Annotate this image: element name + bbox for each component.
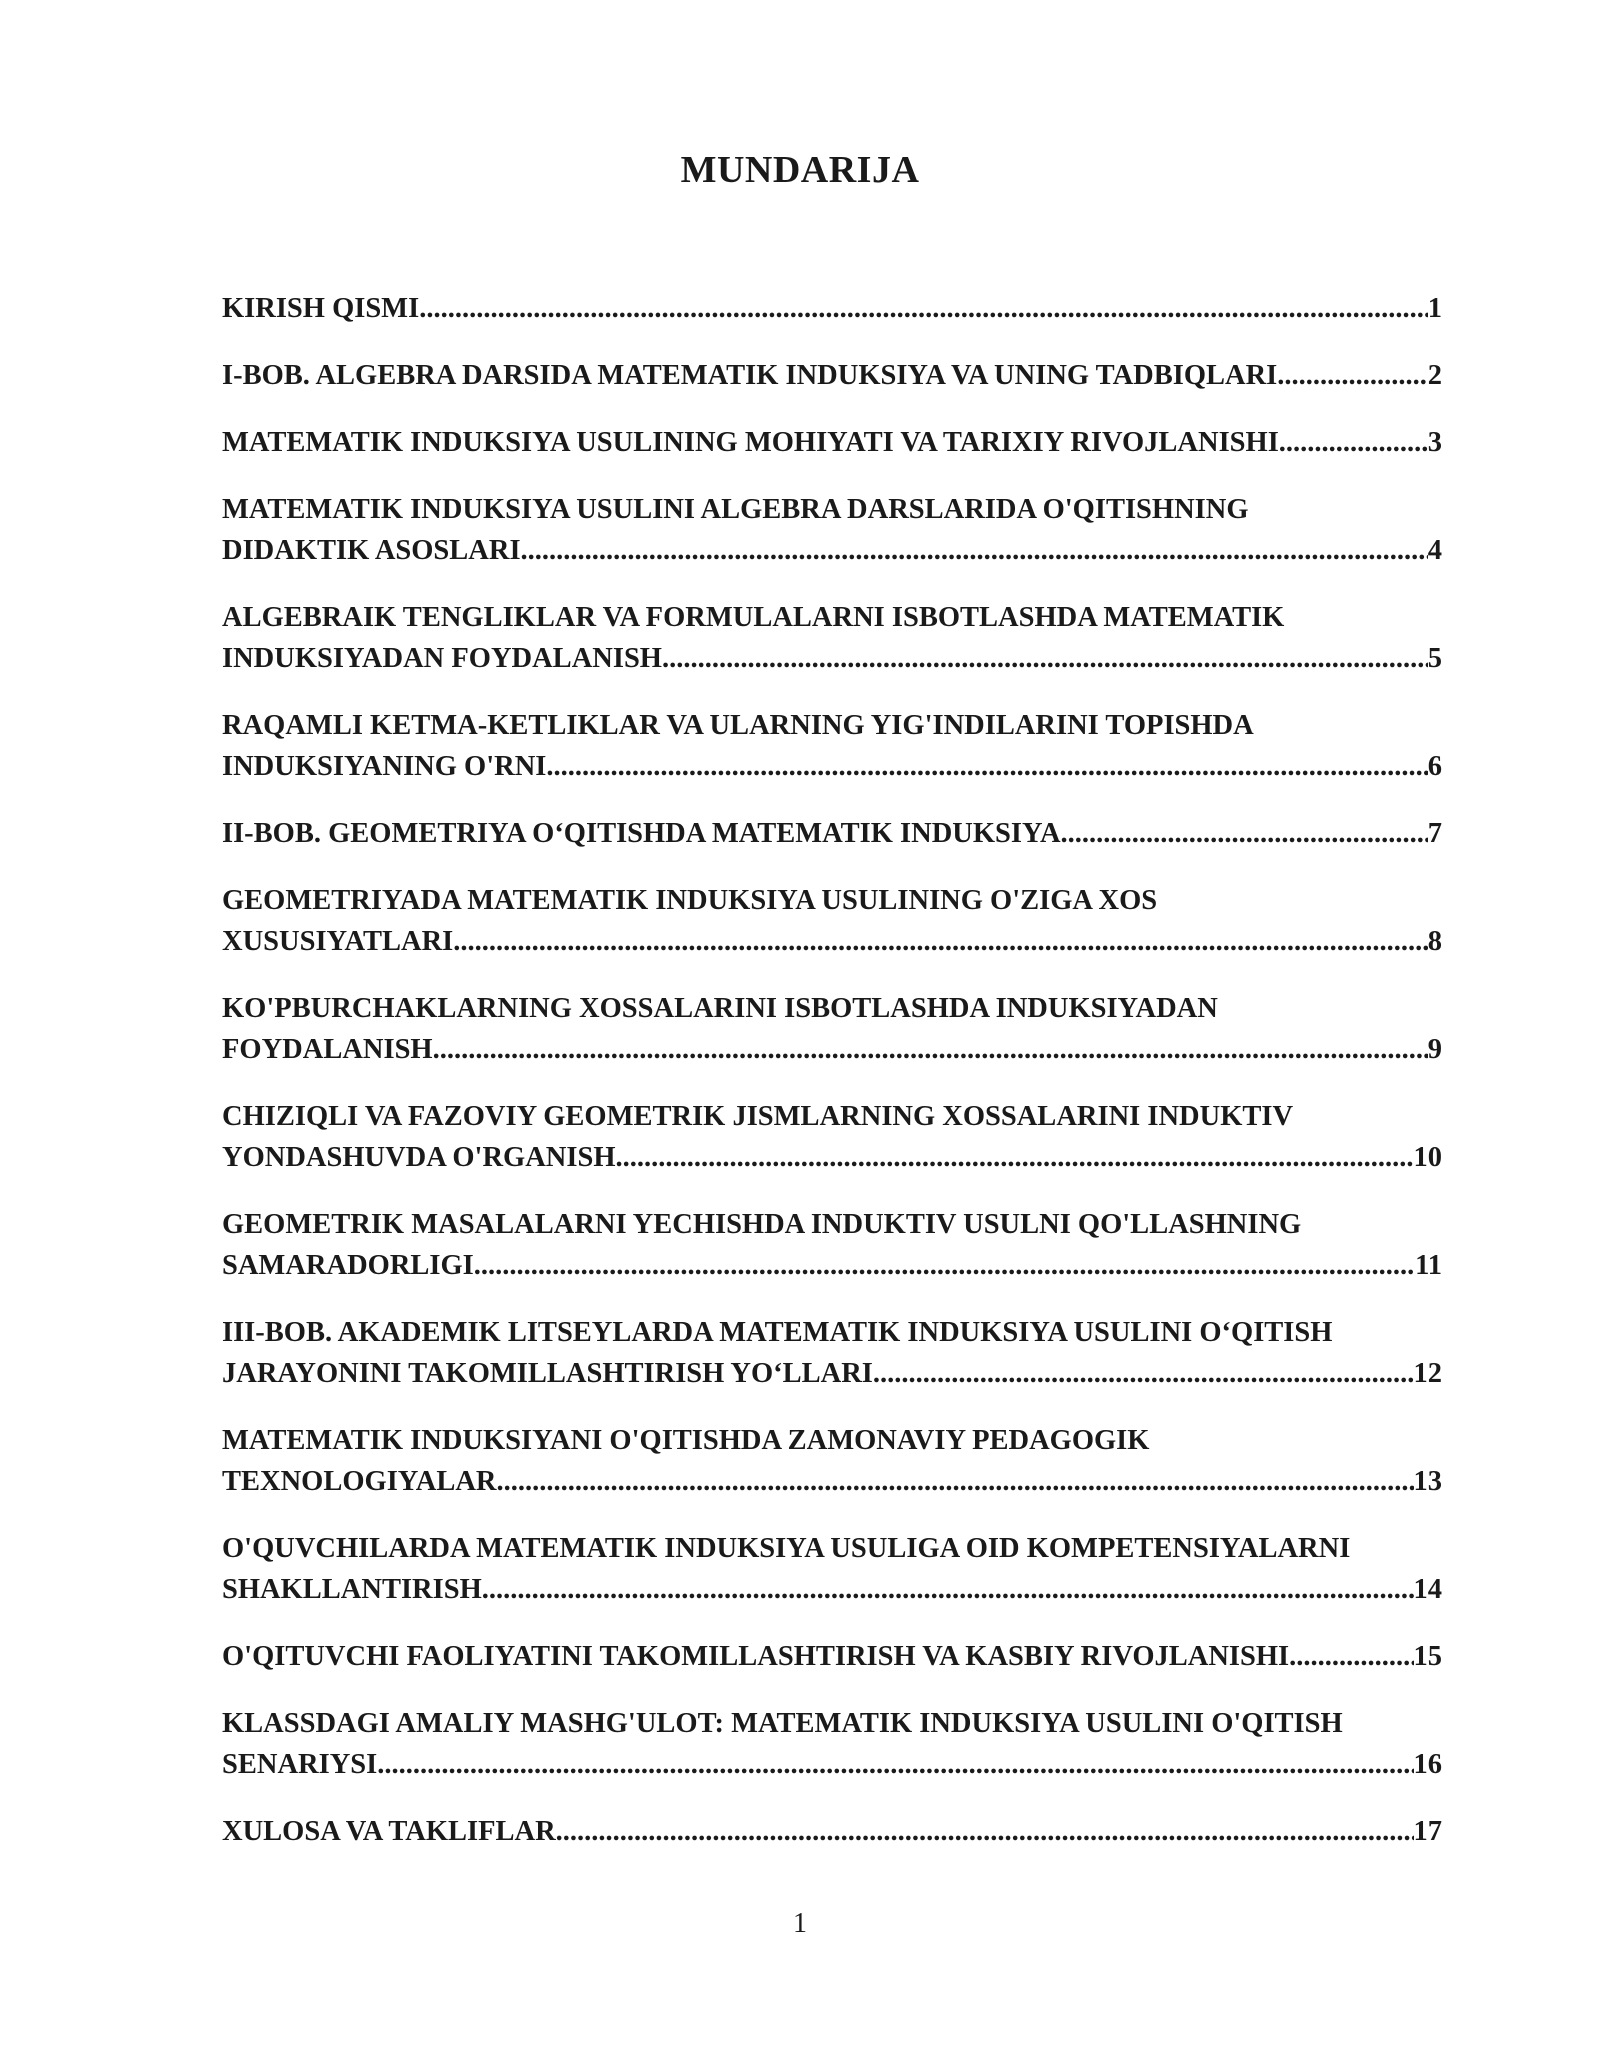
toc-entry-title: O'QITUVCHI FAOLIYATINI TAKOMILLASHTIRISH VA KASBIY RIVOJLANISHI xyxy=(222,1641,1290,1672)
toc-entry-line xyxy=(222,1744,1442,1785)
toc-entry-line xyxy=(222,813,1442,854)
toc-entry-page-number: 10 xyxy=(1413,1142,1442,1173)
toc-entry-title: II-BOB. GEOMETRIYA O‘QITISHDA MATEMATIK INDUKSIYA xyxy=(222,818,1061,849)
toc-entry-title-line: KLASSDAGI AMALIY MASHG'ULOT: MATEMATIK INDUKSIYA USULINI O'QITISH xyxy=(222,1708,1343,1739)
dot-leader xyxy=(482,1569,1414,1610)
toc-entry-line xyxy=(222,1353,1442,1394)
toc-entry-title-line: KO'PBURCHAKLARNING XOSSALARINI ISBOTLASHDA INDUKSIYADAN xyxy=(222,993,1218,1024)
toc-entry-line xyxy=(222,288,1442,329)
dot-leader xyxy=(433,1029,1428,1070)
toc-entry-title: YONDASHUVDA O'RGANISH xyxy=(222,1142,616,1173)
table-of-contents xyxy=(222,288,1442,1878)
dot-leader xyxy=(1061,813,1428,854)
toc-entry-page-number: 15 xyxy=(1413,1641,1442,1672)
toc-entry-line xyxy=(222,1137,1442,1178)
page-title: MUNDARIJA xyxy=(680,149,920,191)
toc-entry-page-number: 8 xyxy=(1427,926,1442,957)
toc-entry-title: DIDAKTIK ASOSLARI xyxy=(222,535,521,566)
toc-entry-page-number: 7 xyxy=(1427,818,1442,849)
toc-entry-line xyxy=(222,422,1442,463)
toc-entry[interactable] xyxy=(222,1312,1442,1394)
toc-entry-page-number: 17 xyxy=(1413,1816,1442,1847)
dot-leader xyxy=(1284,355,1427,396)
toc-entry-page-number: 12 xyxy=(1413,1358,1442,1389)
toc-entry-title: XULOSA VA TAKLIFLAR xyxy=(222,1816,556,1847)
toc-entry-title: KIRISH QISMI xyxy=(222,293,420,324)
toc-entry-title-line: ALGEBRAIK TENGLIKLAR VA FORMULALARNI ISBOTLASHDA MATEMATIK xyxy=(222,602,1285,633)
dot-leader xyxy=(662,638,1428,679)
toc-entry-title: SHAKLLANTIRISH xyxy=(222,1574,482,1605)
toc-entry[interactable] xyxy=(222,288,1442,329)
toc-entry-title: INDUKSIYADAN FOYDALANISH xyxy=(222,643,662,674)
toc-entry-page-number: 9 xyxy=(1427,1034,1442,1065)
toc-entry-line xyxy=(222,1811,1442,1852)
toc-entry[interactable] xyxy=(222,1528,1442,1610)
toc-entry[interactable] xyxy=(222,1636,1442,1677)
toc-entry[interactable] xyxy=(222,1811,1442,1852)
toc-entry-line xyxy=(222,638,1442,679)
toc-entry[interactable] xyxy=(222,1204,1442,1286)
dot-leader xyxy=(1289,1636,1413,1677)
toc-entry-line xyxy=(222,921,1442,962)
toc-entry-title-line: GEOMETRIK MASALALARNI YECHISHDA INDUKTIV USULNI QO'LLASHNING xyxy=(222,1209,1302,1240)
dot-leader xyxy=(419,288,1428,329)
toc-entry-line xyxy=(222,1029,1442,1070)
toc-entry[interactable] xyxy=(222,705,1442,787)
toc-entry-title-line: RAQAMLI KETMA-KETLIKLAR VA ULARNING YIG'INDILARINI TOPISHDA xyxy=(222,710,1254,741)
toc-entry-title: FOYDALANISH xyxy=(222,1034,433,1065)
toc-entry[interactable] xyxy=(222,1420,1442,1502)
dot-leader xyxy=(453,921,1428,962)
toc-entry-title: I-BOB. ALGEBRA DARSIDA MATEMATIK INDUKSIYA VA UNING TADBIQLARI. xyxy=(222,360,1285,391)
toc-entry-page-number: 5 xyxy=(1427,643,1442,674)
toc-entry-line xyxy=(222,530,1442,571)
toc-entry-line xyxy=(222,746,1442,787)
toc-entry-title-line: MATEMATIK INDUKSIYA USULINI ALGEBRA DARSLARIDA O'QITISHNING xyxy=(222,494,1249,525)
dot-leader xyxy=(1286,422,1428,463)
toc-entry-title: SENARIYSI xyxy=(222,1749,378,1780)
toc-entry-page-number: 13 xyxy=(1413,1466,1442,1497)
toc-entry-line xyxy=(222,1636,1442,1677)
toc-entry[interactable] xyxy=(222,489,1442,571)
toc-entry-title: XUSUSIYATLARI xyxy=(222,926,454,957)
toc-entry[interactable] xyxy=(222,1703,1442,1785)
toc-entry-title: TEXNOLOGIYALAR xyxy=(222,1466,497,1497)
toc-entry-line xyxy=(222,1245,1442,1286)
toc-entry-page-number: 11 xyxy=(1415,1250,1442,1281)
toc-entry-page-number: 2 xyxy=(1427,360,1442,391)
toc-entry-title-line: CHIZIQLI VA FAZOVIY GEOMETRIK JISMLARNING XOSSALARINI INDUKTIV xyxy=(222,1101,1294,1132)
dot-leader xyxy=(616,1137,1414,1178)
toc-entry[interactable] xyxy=(222,1096,1442,1178)
toc-entry-page-number: 16 xyxy=(1413,1749,1442,1780)
dot-leader xyxy=(497,1461,1414,1502)
toc-entry-title: MATEMATIK INDUKSIYA USULINING MOHIYATI VA TARIXIY RIVOJLANISHI. xyxy=(222,427,1286,458)
dot-leader xyxy=(377,1744,1413,1785)
toc-entry-page-number: 1 xyxy=(1427,293,1442,324)
toc-entry-title-line: O'QUVCHILARDA MATEMATIK INDUKSIYA USULIGA OID KOMPETENSIYALARNI xyxy=(222,1533,1351,1564)
dot-leader xyxy=(546,746,1427,787)
toc-entry[interactable] xyxy=(222,813,1442,854)
toc-entry-page-number: 4 xyxy=(1427,535,1442,566)
dot-leader xyxy=(521,530,1428,571)
dot-leader xyxy=(873,1353,1414,1394)
toc-entry-title-line: MATEMATIK INDUKSIYANI O'QITISHDA ZAMONAVIY PEDAGOGIK xyxy=(222,1425,1150,1456)
dot-leader xyxy=(556,1811,1414,1852)
toc-entry[interactable] xyxy=(222,355,1442,396)
toc-entry-page-number: 3 xyxy=(1427,427,1442,458)
toc-entry[interactable] xyxy=(222,988,1442,1070)
toc-entry[interactable] xyxy=(222,422,1442,463)
toc-entry-title: JARAYONINI TAKOMILLASHTIRISH YO‘LLARI xyxy=(222,1358,873,1389)
dot-leader xyxy=(474,1245,1415,1286)
toc-entry-line xyxy=(222,355,1442,396)
toc-entry-title-line: GEOMETRIYADA MATEMATIK INDUKSIYA USULINING O'ZIGA XOS xyxy=(222,885,1158,916)
toc-entry-title: SAMARADORLIGI xyxy=(222,1250,474,1281)
toc-entry[interactable] xyxy=(222,597,1442,679)
toc-entry-title: INDUKSIYANING O'RNI xyxy=(222,751,547,782)
page-number: 1 xyxy=(793,1908,807,1939)
toc-entry-title-line: III-BOB. AKADEMIK LITSEYLARDA MATEMATIK INDUKSIYA USULINI O‘QITISH xyxy=(222,1317,1333,1348)
toc-entry-page-number: 14 xyxy=(1413,1574,1442,1605)
toc-entry-page-number: 6 xyxy=(1427,751,1442,782)
toc-entry[interactable] xyxy=(222,880,1442,962)
toc-entry-line xyxy=(222,1461,1442,1502)
toc-entry-line xyxy=(222,1569,1442,1610)
